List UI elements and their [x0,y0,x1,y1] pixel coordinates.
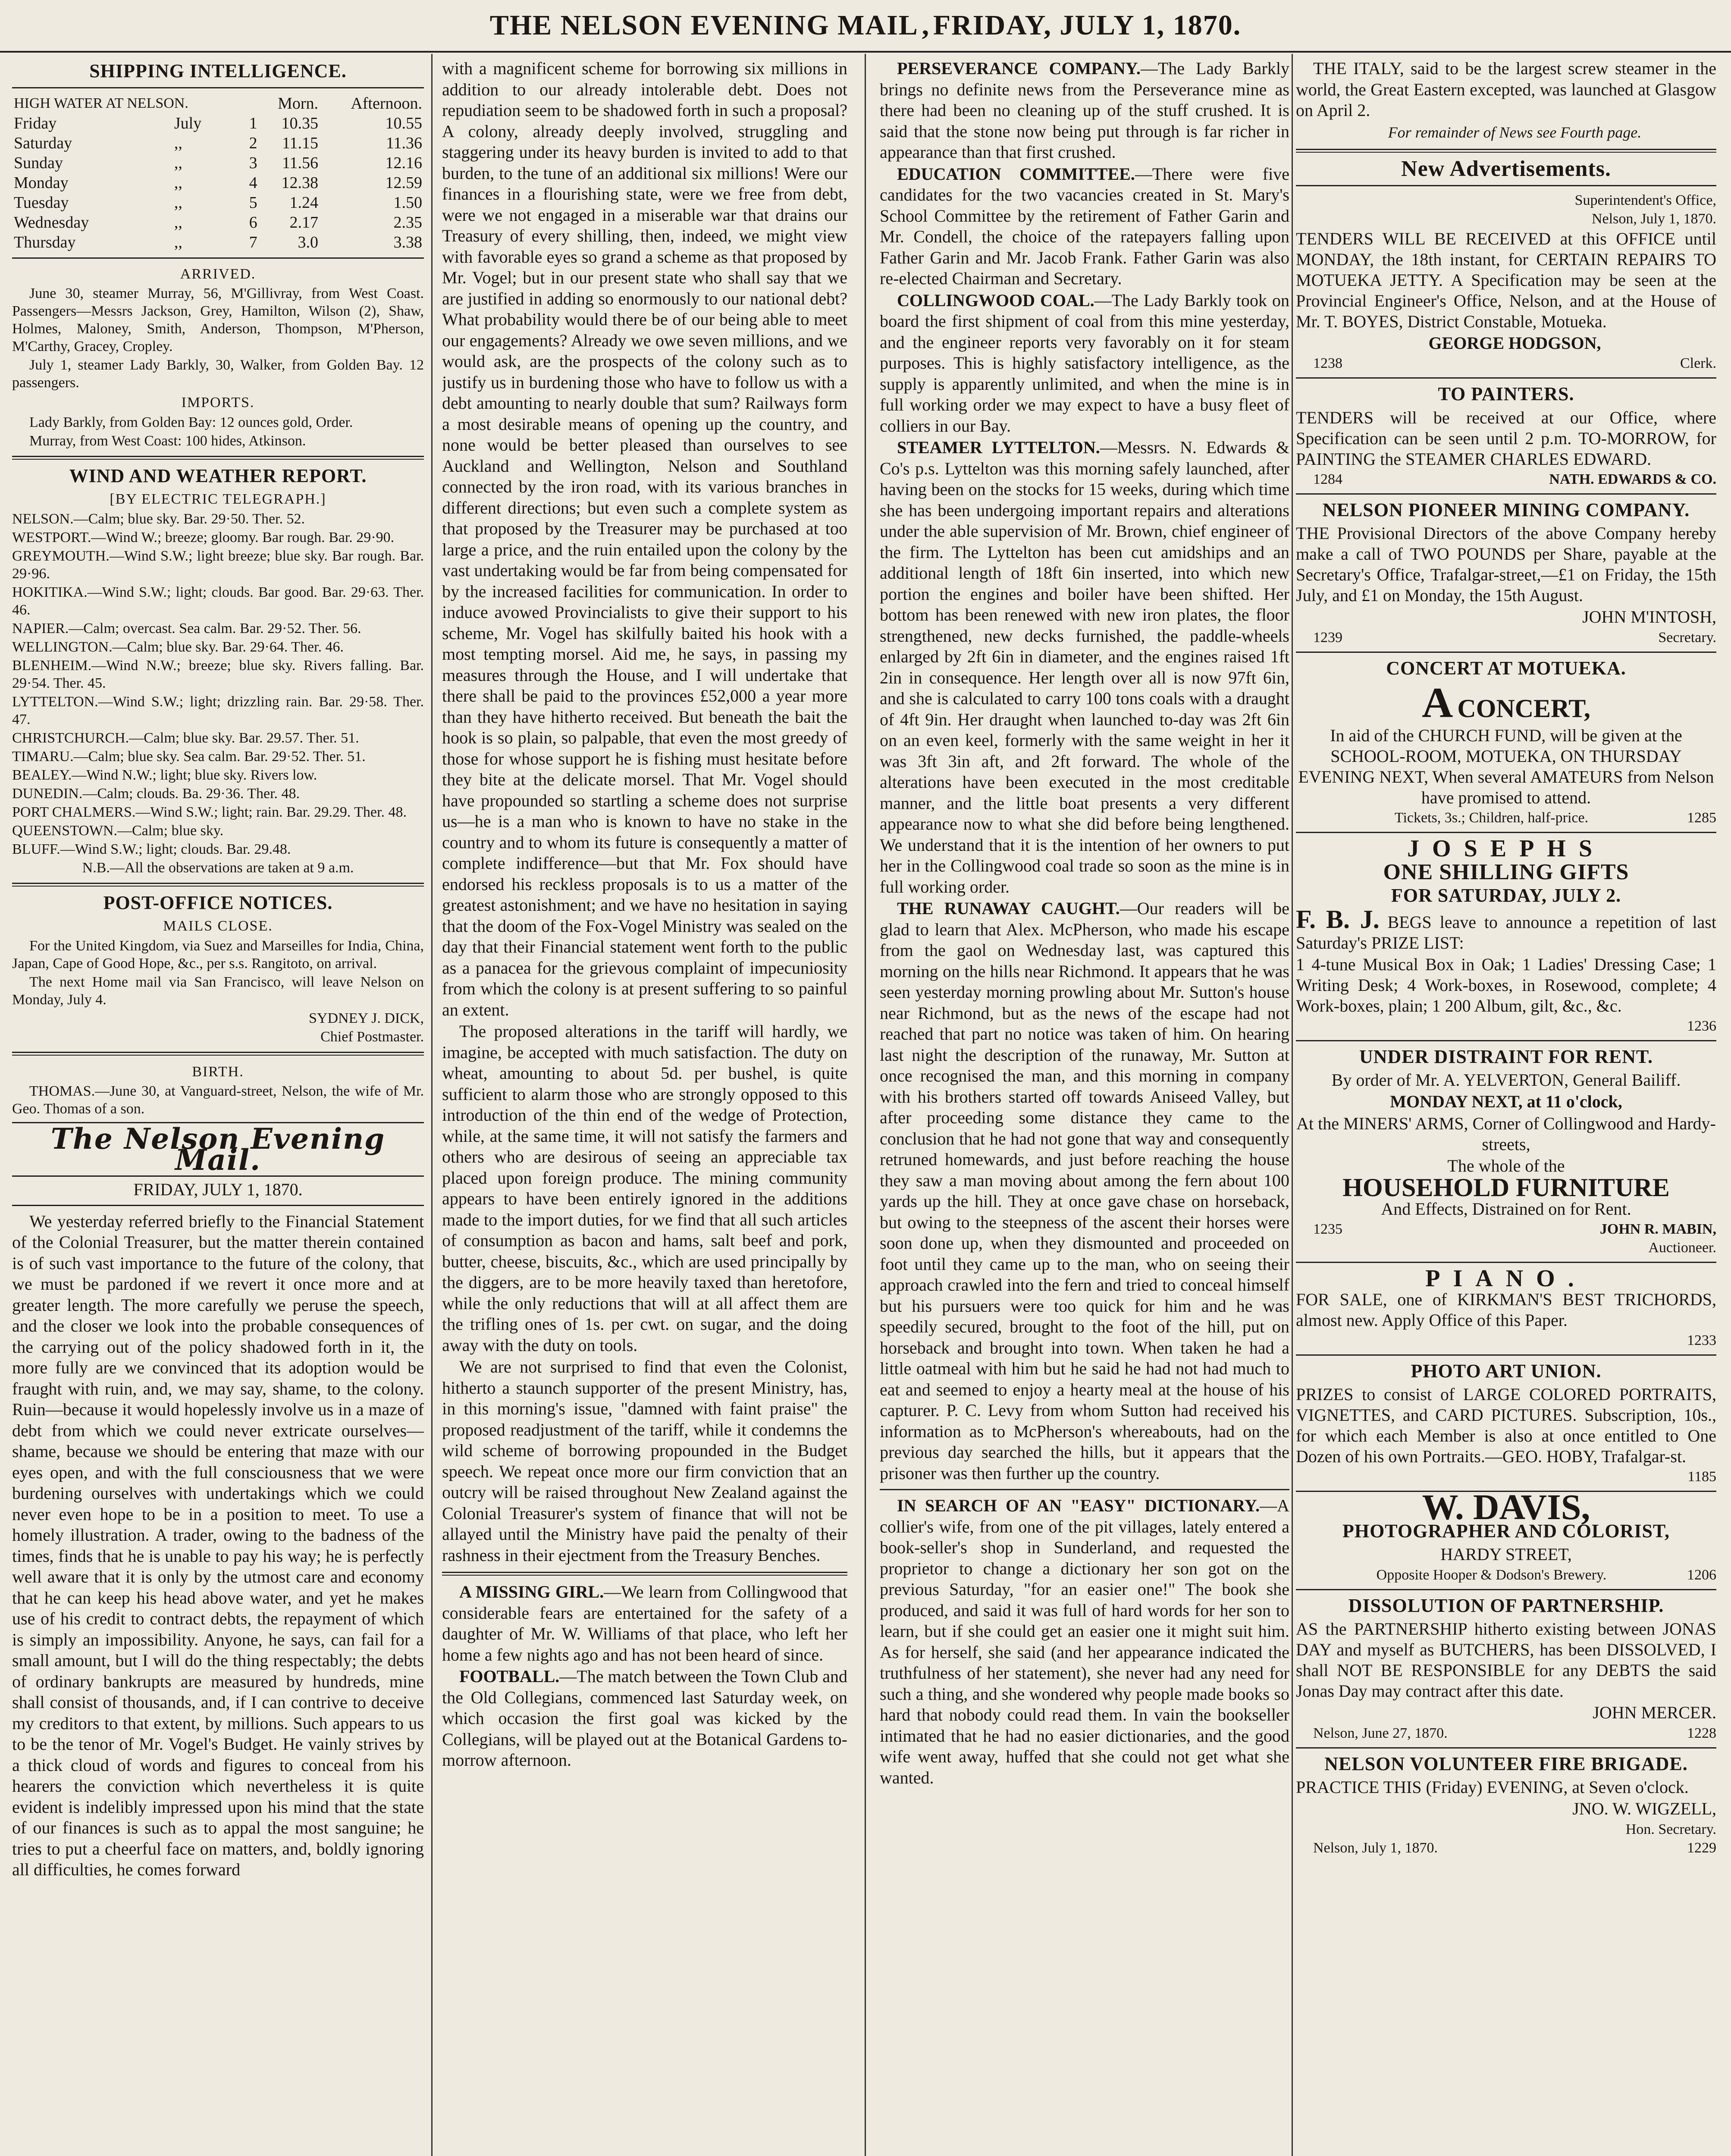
ad-piano: PIANO. FOR SALE, one of KIRKMAN'S BEST TRICHORDS, almost new. Apply Office of this Paper. 1233 [1296,1265,1716,1348]
weather-report: QUEENSTOWN.—Calm; blue sky. [12,822,224,839]
weather-report: WELLINGTON.—Calm; blue sky. Bar. 29·64. Ther. 46. [12,639,344,655]
ad-josephs-gifts: JOSEPHS ONE SHILLING GIFTS FOR SATURDAY, JULY 2. F. B. J. BEGS leave to announce a repetition of last Saturday's PRIZE LIST: 1 4-tune Musical Box in Oak; 1 Ladies' Dressing Case; 1 Writing Desk; 4 Work-boxes, in Rosewood, complete; 4 Work-boxes, plain; 1 200 Album, gilt, &c., &c. 1236 [1296,835,1716,1034]
weather-report: HOKITIKA.—Wind S.W.; light; clouds. Bar good. Bar. 29·63. Ther. 46. [12,584,424,618]
tide-row: Tuesday ,, 5 1.24 1.50 [14,193,422,212]
editorial-paragraph: with a magnificent scheme for borrowing six millions in addition to our already intolerable debt. Does not repudiation seem to be shadowed forth in such a proposal? A colony, already deeply involved, struggling and staggering under its heavy burden is invited to add to that burden, to the tune of an additional six millions! Were our finances in a flourishing state, were we free from debt, were we not engaged in a miserable war that drains our Treasury of every shilling, then, indeed, we might view with favorable eyes so grand a scheme as that proposed by Mr. Vogel; but in our present state who shall say that we are justified in adding so enormously to our national debt? What probability would there be of our being able to meet our engagements? Already we owe seven millions, and we would ask, are the prospects of the colony such as to justify us in burdening those who have to follow us with a debt amounting to nearly double that sum? Railways form a most desirable means of opening up the country, and none would be better pleased than ourselves to see Auckland and Wellington, Nelson and Southland connected by the iron road, with its various branches in different directions; but even such a complete system as that proposed by the Treasurer may be purchased at too large a price, and the ruin entailed upon the colony by the vast undertaking would be far from being compensated for by the increased facilities for communication. In order to induce avowed Provincialists to give their support to his scheme, Mr. Vogel has skilfully baited his hook with a most tempting morsel. Aid me, he says, in passing my measures through the House, and I will undertake that there shall be paid to the provinces £52,000 a year more than they have hitherto received. But beneath the bait the hook is so plain, so palpable, that even the most greedy of those for whose support he is fishing must hesitate before they bite at the delicate morsel. That Mr. Vogel should have propounded so startling a scheme does not surprise us—he is a man who is known to have no stake in the country and to whom its future is consequently a matter of complete indifference—but that Mr. Fox should have endorsed his reckless proposals is to us a matter of the greatest astonishment; and we have no hesitation in saying that the doom of the Fox-Vogel Ministry was sealed on the day that their Financial statement went forth to the public as a panacea for the grievous complaint of impecuniosity from which the colony is at present suffering to so painful an extent. [442,59,847,1019]
postmaster-name: SYDNEY J. DICK, [309,1010,424,1026]
tide-morn-header: Morn. [278,94,319,113]
weather-sub: [BY ELECTRIC TELEGRAPH.] [110,491,326,507]
tide-row: Sunday ,, 3 11.56 12.16 [14,154,422,172]
tide-table [12,94,424,252]
nameplate: The Nelson Evening Mail. [12,1122,424,1177]
ad-davis-photographer: W. DAVIS, PHOTOGRAPHER AND COLORIST, HARDY STREET, Opposite Hooper & Dodson's Brewery. 1206 [1342,1487,1716,1583]
weather-note: N.B.—All the observations are taken at 9 a.m. [82,859,354,876]
nameplate-date: FRIDAY, JULY 1, 1870. [12,1179,424,1206]
tide-row: Wednesday ,, 6 2.17 2.35 [14,213,422,232]
weather-heading: WIND AND WEATHER REPORT. [69,465,367,486]
post-office-heading: POST-OFFICE NOTICES. [103,892,333,913]
imports-heading: IMPORTS. [181,395,255,411]
editorial-paragraph: The proposed alterations in the tariff will hardly, we imagine, be accepted with much satisfaction. The duty on wheat, amounting to about 5d. per bushel, is quite sufficient to alarm those who are strongly opposed to this introduction of the thin end of the wedge of Protection, while, at the same time, it will not satisfy the farmers and others who are desirous of seeing an appreciable tax placed upon foreign produce. The mining community appears to have been entirely ignored in the additions made to the import duties, for we find that all such articles of consumption as bacon and hams, salt beef and pork, butter, cheese, biscuits, &c., which are used principally by the diggers, are to be more heavily taxed than heretofore, while the only reductions that will at all affect them are the trifling ones of 1s. per cwt. on sugar, and the doing away with the duty on tools. [442,1022,847,1355]
weather-report: LYTTELTON.—Wind S.W.; light; drizzling rain. Bar. 29·58. Ther. 47. [12,693,424,727]
shipping-heading: SHIPPING INTELLIGENCE. [89,60,347,81]
weather-report: BLUFF.—Wind S.W.; light; clouds. Bar. 29.48. [12,841,291,857]
ad-distraint: UNDER DISTRAINT FOR RENT. By order of Mr. A. YELVERTON, General Bailiff. MONDAY NEXT, at 11 o'clock, At the MINERS' ARMS, Corner of Collingwood and Hardy-streets, The whole of the HOUSEHOLD FURNITURE And Effects, Distrained on for Rent. 1235 JOHN R. MABIN, Auctioneer. [1296,1046,1716,1256]
column-rule [431,54,433,2156]
tide-aft-header: Afternoon. [351,94,422,113]
weather-report: TIMARU.—Calm; blue sky. Sea calm. Bar. 29·52. Ther. 51. [12,748,366,765]
ad-concert: CONCERT AT MOTUEKA. A CONCERT, In aid of the CHURCH FUND, will be given at the SCHOOL-ROOM, MOTUEKA, ON THURSDAY EVENING NEXT, When several AMATEURS from Nelson have promised to attend. Tickets, 3s.; Children, half-price. 1285 [1298,657,1716,826]
arrived-entry: June 30, steamer Murray, 56, M'Gillivray, from West Coast. Passengers—Messrs Jackson, Grey, Hamilton, Wilson (2), Shaw, Holmes, Maloney, Smith, Anderson, Thompson, M'Pherson, M'Carthy, Gracey, Cropley. [12,285,424,354]
weather-report: BEALEY.—Wind N.W.; light; blue sky. Rivers low. [12,767,317,783]
remainder-note: For remainder of News see Fourth page. [1388,123,1642,141]
weather-report: BLENHEIM.—Wind N.W.; breeze; blue sky. Rivers falling. Bar. 29·54. Ther. 45. [12,657,424,691]
editorial-paragraph: We are not surprised to find that even the Colonist, hitherto a staunch supporter of the present Ministry, has, in this morning's issue, "damned with faint praise" the proposed readjustment of the tariff, while it condemns the wild scheme of borrowing propounded in the Budget speech. We repeat once more our firm conviction that an outcry will be raised throughout New Zealand against the Colonial Treasurer's system of finance that will not be allayed until the Ministry have paid the penalty of their rashness in their ejectment from the Treasury Benches. [442,1357,847,1565]
arrived-heading: ARRIVED. [180,266,256,282]
arrived-entry: July 1, steamer Lady Barkly, 30, Walker, from Golden Bay. 12 passengers. [12,357,424,391]
birth-heading: BIRTH. [192,1063,244,1080]
imports-entry: Lady Barkly, from Golden Bay: 12 ounces gold, Order. [29,414,353,430]
weather-report: PORT CHALMERS.—Wind S.W.; light; rain. Bar. 29.29. Ther. 48. [12,804,407,820]
column-4 [1296,58,1716,2156]
ad-to-painters: TO PAINTERS. TENDERS will be received at our Office, where Specification can be seen until 2 p.m. TO-MORROW, for PAINTING the STEAMER CHARLES EDWARD. 1284 NATH. EDWARDS & CO. [1296,383,1716,487]
masthead-title: THE NELSON EVENING MAIL [489,9,919,41]
column-1 [12,58,424,2156]
local-item: COLLINGWOOD COAL.—The Lady Barkly took on board the first shipment of coal from this mine yesterday, and the engineer reports very favorably on it for steam purposes. This is highly satisfactory intelligence, as the supply is apparently unlimited, and when the mine is in full working order we may expect to have a busy fleet of colliers in our Bay. [880,290,1289,436]
local-item: A MISSING GIRL.—We learn from Collingwood that considerable fears are entertained for the safety of a daughter of Mr. W. Williams of that place, who left her home a few nights ago and has not been heard of since. [442,1582,847,1664]
masthead: THE NELSON EVENING MAIL , FRIDAY, JULY 1, 1870. [0,0,1731,53]
masthead-date: FRIDAY, JULY 1, 1870. [933,9,1242,41]
editorial-paragraph: We yesterday referred briefly to the Financial Statement of the Colonial Treasurer, but the matter therein contained is of such vast importance to the future of the colony, that we must be pardoned if we revert it once more and at greater length. The more carefully we peruse the speech, and the closer we look into the probable consequences of the carrying out of the policy shadowed forth in it, the more fully are we convinced that its adoption would be fraught with ruin, and, we may say, shame, to the colony. Ruin—because it would hopelessly involve us in a maze of debt from which we could never extricate ourselves—shame, because we should be entering that maze with our eyes open, and with the full consciousness that we were burdening ourselves with undertakings which we could never even hope to be in a position to meet. To use a homely illustration. A trader, owing to the badness of the times, finds that he is unable to pay his way; he is perfectly well aware that it is only by the utmost care and economy that he can keep his head above water, and yet he makes use of his credit to contract debts, the repayment of which is simply an impossibility. Anyone, he says, can fail for a small amount, but I will do the thing respectably; the debts of ordinary bankrupts are measured by hundreds, mine shall consist of thousands, and, if I can contrive to deceive my creditors to that extent, by millions. Such appears to us to be the tenor of Mr. Vogel's Budget. He vainly strives by a thick cloud of words and figures to conceal from his hearers the conviction which nevertheless it is quite evident is indelibly impressed upon his mind that the state of our finances is such as to appal the most sanguine; he tries to put a cheerful face on matters, and, boldly ignoring all difficulties, he comes forward [12,1211,424,1879]
weather-report: DUNEDIN.—Calm; clouds. Ba. 29·36. Ther. 48. [12,785,300,802]
local-item: THE RUNAWAY CAUGHT.—Our readers will be glad to learn that Alex. McPherson, who made his escape from the gaol on Wednesday last, was captured this morning on the hills near Richmond. It appears that he was seen yesterday morning prowling about Mr. Sutton's house near Richmond, but as the news of the escape had not reached that part no notice was taken of him. On hearing last night the description of the runaway, Mr. Sutton at once recognised the man, and this morning in company with his brothers started off towards Aniseed Valley, but after proceeding some distance they came to the conclusion that he had not gone that way and consequently retruned homewards, and just before reaching the house they saw a man moving about among the fern about 100 yards up the hill. They at once gave chase on horseback, but owing to the steepness of the ascent their horses were soon done up, when they dismounted and proceeded on foot until they came up to the man, who on seeing their approach crawled into the fern and tried to conceal himself but his pursuers were too quick for him and he was speedily secured, brought to the foot of the hill, put on horseback and brought into town. When taken he had a little oatmeal with him but he said he had not had much to eat and seemed to enjoy a hearty meal at the house of his capturer. P. C. Levy from whom Sutton had received his information as to McPherson's whereabouts, had on the previous day searched the hills, but it appears that the prisoner was then further up the country. [880,899,1289,1483]
local-item: FOOTBALL.—The match between the Town Club and the Old Collegians, commenced last Saturday week, on which occasion the first goal was kicked by the Collegians, will be played out at the Botanical Gardens to-morrow afternoon. [442,1667,847,1770]
postmaster-title: Chief Postmaster. [320,1028,424,1045]
weather-report: NAPIER.—Calm; overcast. Sea calm. Bar. 29·52. Ther. 56. [12,620,361,636]
post-office-body: For the United Kingdom, via Suez and Marseilles for India, China, Japan, Cape of Good Hope, &c., per s.s. Rangitoto, on arrival. [12,937,424,971]
mails-close: MAILS CLOSE. [163,918,273,934]
birth-notice: THOMAS.—June 30, at Vanguard-street, Nelson, the wife of Mr. Geo. Thomas of a son. [12,1083,424,1117]
column-2 [442,58,847,2156]
local-item: EDUCATION COMMITTEE.—There were five candidates for the two vacancies created in St. Mary's School Committee by the retirement of Father Garin and Mr. Condell, the choice of the ratepayers falling upon Father Garin and Mr. Jacob Frank. Father Garin was also re-elected Chairman and Secretary. [880,164,1289,288]
tide-label: HIGH WATER AT NELSON. [14,95,188,111]
tide-row: Saturday ,, 2 11.15 11.36 [14,134,422,152]
column-rule [1292,54,1293,2156]
italy-item: THE ITALY, said to be the largest screw steamer in the world, the Great Eastern excepted, was launched at Glasgow on April 2. [1296,59,1716,120]
column-3 [880,58,1289,2156]
imports-entry: Murray, from West Coast: 100 hides, Atkinson. [29,432,306,449]
ad-tenders-jetty: Superintendent's Office, Nelson, July 1, 1870. TENDERS WILL BE RECEIVED at this OFFICE until MONDAY, the 18th instant, for CERTAIN REPAIRS TO MOTUEKA JETTY. A Specification may be seen at the Provincial Engineer's Office, Nelson, and at the House of Mr. T. BOYES, District Constable, Motueka. GEORGE HODGSON, 1238 Clerk. [1296,192,1716,371]
ad-photo-art-union: PHOTO ART UNION. PRIZES to consist of LARGE COLORED PORTRAITS, VIGNETTES, and CARD PICTURES. Subscription, 10s., for which each Member is also at once entitled to One Dozen of his own Portraits.—GEO. HOBY, Trafalgar-st. 1185 [1296,1360,1716,1485]
weather-report: WESTPORT.—Wind W.; breeze; gloomy. Bar rough. Bar. 29·90. [12,529,395,545]
post-office-body: The next Home mail via San Francisco, will leave Nelson on Monday, July 4. [12,974,424,1008]
local-item: PERSEVERANCE COMPANY.—The Lady Barkly brings no definite news from the Perseverance mine as there had been no cleaning up of the stuff crushed. It is said that the stone now being put through is far richer in appearance than that first crushed. [880,59,1289,162]
local-item: IN SEARCH OF AN "EASY" DICTIONARY.—A collier's wife, from one of the pit villages, lately entered a book-seller's shop in Sunderland, and requested the proprietor to change a dictionary her son got on the previous Saturday, "for an easier one!" The book she produced, and said it was full of hard words for her son to learn, but if she could get an easier one it might suit him. As for herself, she said (and her appearance indicated the truthfulness of her statement), she never had any need for such a thing, and she wondered why people made books so hard that nobody could read them. In vain the bookseller intimated that he had no easier dictionaries, and the good wife went away, huffed that she could not get what she wanted. [880,1496,1289,1787]
ad-mining-company: NELSON PIONEER MINING COMPANY. THE Provisional Directors of the above Company hereby make a call of TWO POUNDS per Share, payable at the Secretary's Office, Trafalgar-street,—£1 on Friday, the 15th July, and £1 on Monday, the 15th August. JOHN M'INTOSH, 1239 Secretary. [1296,499,1716,646]
local-item: STEAMER LYTTELTON.—Messrs. N. Edwards & Co's p.s. Lyttelton was this morning safely launched, after having been on the stocks for 15 weeks, during which time she has been undergoing important repairs and alterations under the able supervision of Mr. Brown, chief engineer of the firm. The Lyttelton has been cut amidships and an additional length of 18ft 6in inserted, into which new portion the engines and boiler have been shifted. Her bottom has been renewed with new iron plates, the floor strengthened, new decks furnished, the paddle-wheels enlarged by 2ft 6in in diameter, and the engines raised 1ft 2in in consequence. Her length over all is now 97ft 6in, and she is calculated to carry 100 tons coals with a draught of 4ft 9in. Her draught when launched to-day was 2ft 6in on an even keel, formerly with the same weight in her it was 3ft 3in aft, and 2ft forward. The whole of the alterations have been executed in the most creditable manner, and the little boat presents a very different appearance now to what she did before being lengthened. We understand that it is the intention of her owners to put her in the Collingwood coal trade so soon as the mine is in full working order. [880,438,1289,896]
tide-row: Monday ,, 4 12.38 12.59 [14,173,422,192]
column-rule [865,54,866,2156]
new-ads-heading: New Advertisements. [1401,157,1611,181]
ad-dissolution: DISSOLUTION OF PARTNERSHIP. AS the PARTNERSHIP hitherto existing between JONAS DAY and myself as BUTCHERS, has been DISSOLVED, I shall NOT BE RESPONSIBLE for any DEBTS the said Jonas Day may contract after this date. JOHN MERCER. Nelson, June 27, 1870. 1228 [1296,1595,1716,1741]
weather-report: CHRISTCHURCH.—Calm; blue sky. Bar. 29.57. Ther. 51. [12,730,359,746]
tide-row: Friday July 1 10.35 10.55 [14,114,422,132]
weather-report: GREYMOUTH.—Wind S.W.; light breeze; blue sky. Bar rough. Bar. 29·96. [12,548,424,582]
tide-row: Thursday ,, 7 3.0 3.38 [14,233,422,251]
ad-fire-brigade: NELSON VOLUNTEER FIRE BRIGADE. PRACTICE THIS (Friday) EVENING, at Seven o'clock. JNO. W. WIGZELL, Hon. Secretary. Nelson, July 1, 1870. 1229 [1296,1753,1716,1856]
weather-report: NELSON.—Calm; blue sky. Bar. 29·50. Ther. 52. [12,511,305,527]
